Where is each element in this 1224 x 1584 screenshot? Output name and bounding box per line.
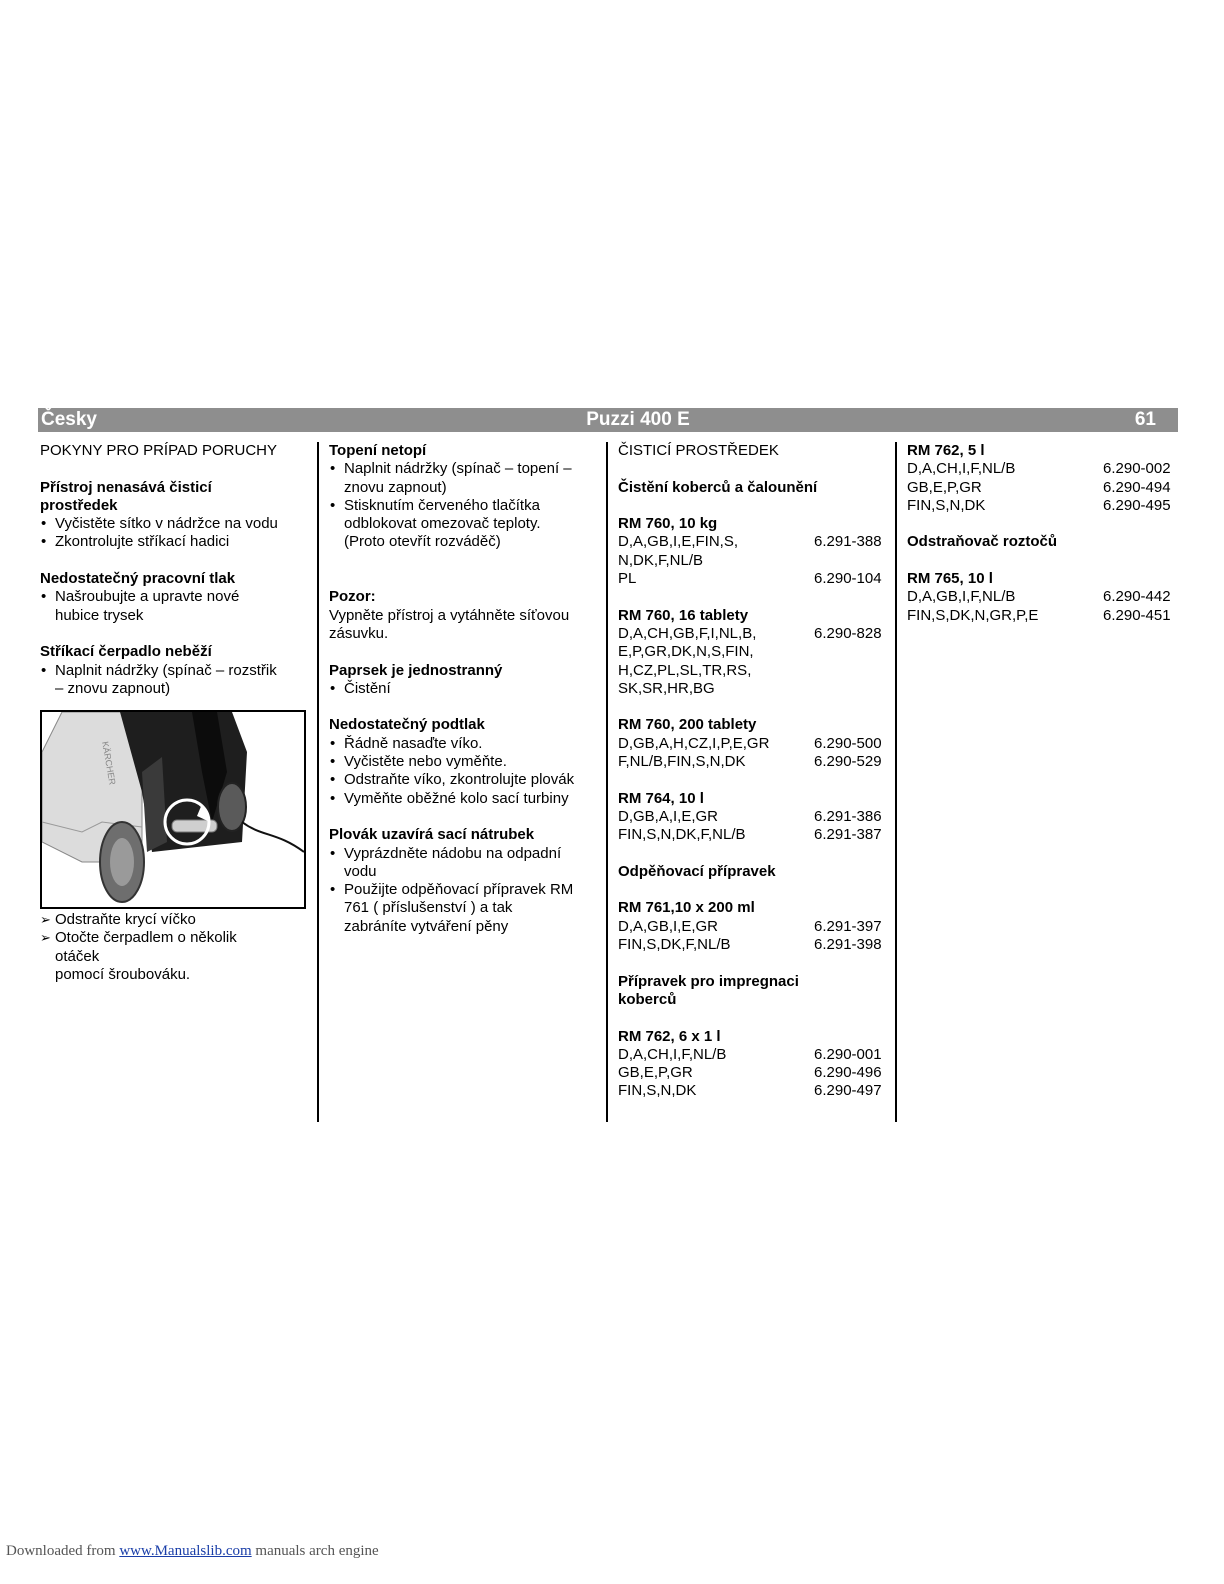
subsection-title: Přípravek pro impregnaci koberců xyxy=(618,972,799,1008)
fault-title: Topení netopí xyxy=(329,442,427,459)
list-item: • Vyprázdněte nádobu na odpadní vodu xyxy=(329,845,601,882)
step-item: ➢ Otočte čerpadlem o několik otáček pomocí šroubováku. xyxy=(40,929,312,984)
warning-title: Pozor: xyxy=(329,588,376,606)
list-item: • Našroubujte a upravte nové hubice trysek xyxy=(40,588,312,625)
product-row: D,A,GB,I,E,GR 6.291-397 xyxy=(618,917,882,935)
fault-title: Stříkací čerpadlo neběží xyxy=(40,643,212,661)
product-row: FIN,S,DK,N,GR,P,E 6.290-451 xyxy=(907,606,1171,624)
language-label: Česky xyxy=(41,409,97,430)
product-title: RM 760, 200 tablety xyxy=(618,716,757,734)
product-row: F,NL/B,FIN,S,N,DK 6.290-529 xyxy=(618,753,882,771)
column-cleaning-agents xyxy=(618,442,890,1101)
product-row: N,DK,F,NL/B xyxy=(618,551,704,569)
product-title: RM 765, 10 l xyxy=(907,570,993,588)
product-row: E,P,GR,DK,N,S,FIN, xyxy=(618,643,754,661)
list-item: • Vyčistěte sítko v nádržce na vodu xyxy=(40,515,312,533)
warning-text: Vypněte přístroj a vytáhněte síťovou zásuvku. xyxy=(329,606,570,642)
list-item: • Odstraňte víko, zkontrolujte plovák xyxy=(329,771,601,789)
page-number: 61 xyxy=(1134,409,1156,430)
header-bar xyxy=(38,408,1178,432)
pump-illustration xyxy=(42,712,304,907)
column-troubleshooting xyxy=(40,442,312,984)
fault-title: Plovák uzavírá sací nátrubek xyxy=(329,826,535,844)
pump-photo xyxy=(40,710,306,909)
footer-prefix: Downloaded from xyxy=(6,1543,116,1559)
fault-title: Nedostatečný pracovní tlak xyxy=(40,570,236,588)
product-title: RM 762, 6 x 1 l xyxy=(618,1027,721,1045)
column-troubleshooting-2 xyxy=(329,442,601,936)
fault-title: Nedostatečný podtlak xyxy=(329,716,485,734)
fault-title: Paprsek je jednostranný xyxy=(329,661,503,679)
product-title: RM 761,10 x 200 ml xyxy=(618,899,755,917)
product-row: D,A,CH,I,F,NL/B 6.290-002 xyxy=(907,460,1171,478)
product-row: FIN,S,N,DK 6.290-497 xyxy=(618,1082,882,1100)
brand-logo: KÄRCHER xyxy=(100,740,118,786)
list-item: • Vyměňte oběžné kolo sací turbiny xyxy=(329,790,601,808)
fault-title: Přístroj nenasává čisticí xyxy=(40,478,212,496)
product-row: FIN,S,N,DK 6.290-495 xyxy=(907,496,1171,514)
step-item: ➢ Odstraňte krycí víčko xyxy=(40,911,312,929)
product-row: GB,E,P,GR 6.290-494 xyxy=(907,478,1171,496)
product-title: RM 764, 10 l xyxy=(618,789,704,807)
product-title: RM 762, 5 l xyxy=(907,442,985,459)
fault-title: prostředek xyxy=(40,496,118,514)
footer xyxy=(6,1543,379,1560)
product-row: D,A,GB,I,F,NL/B 6.290-442 xyxy=(907,588,1171,606)
subsection-title: Odpěňovací přípravek xyxy=(618,862,776,880)
list-item: • Čistění xyxy=(329,680,601,698)
section-heading: ČISTICÍ PROSTŘEDEK xyxy=(618,442,779,459)
product-title: RM 760, 16 tablety xyxy=(618,606,749,624)
list-item: • Stisknutím červeného tlačítka odblokovat omezovač teploty. (Proto otevřít rozváděč) xyxy=(329,497,601,552)
list-item: • Naplnit nádržky (spínač – rozstřik – znovu zapnout) xyxy=(40,662,312,699)
product-row: GB,E,P,GR 6.290-496 xyxy=(618,1064,882,1082)
product-title: RM 760, 10 kg xyxy=(618,515,718,533)
column-divider xyxy=(606,442,608,1122)
product-row: PL 6.290-104 xyxy=(618,570,882,588)
page-title: Puzzi 400 E xyxy=(586,409,690,430)
product-row: D,A,CH,I,F,NL/B 6.290-001 xyxy=(618,1045,882,1063)
product-row: H,CZ,PL,SL,TR,RS, xyxy=(618,661,752,679)
product-row: D,GB,A,H,CZ,I,P,E,GR 6.290-500 xyxy=(618,734,882,752)
product-row: FIN,S,DK,F,NL/B 6.291-398 xyxy=(618,936,882,954)
column-divider xyxy=(895,442,897,1122)
subsection-title: Odstraňovač roztočů xyxy=(907,533,1058,551)
product-row: SK,SR,HR,BG xyxy=(618,679,715,697)
list-item: • Použijte odpěňovací přípravek RM 761 ( příslušenství ) a tak zabráníte vytváření pěny xyxy=(329,881,601,936)
column-divider xyxy=(317,442,319,1122)
section-heading: POKYNY PRO PRÍPAD PORUCHY xyxy=(40,442,277,459)
product-row: D,A,GB,I,E,FIN,S, 6.291-388 xyxy=(618,533,882,551)
list-item: • Řádně nasaďte víko. xyxy=(329,735,601,753)
list-item: • Vyčistěte nebo vyměňte. xyxy=(329,753,601,771)
list-item: • Zkontrolujte stříkací hadici xyxy=(40,533,312,551)
list-item: • Naplnit nádržky (spínač – topení – znovu zapnout) xyxy=(329,460,601,497)
column-cleaning-agents-2 xyxy=(907,442,1179,625)
subsection-title: Čistění koberců a čalounění xyxy=(618,478,818,496)
footer-suffix: manuals arch engine xyxy=(255,1543,379,1559)
footer-link[interactable]: www.Manualslib.com xyxy=(119,1543,252,1559)
product-row: D,GB,A,I,E,GR 6.291-386 xyxy=(618,807,882,825)
product-row: D,A,CH,GB,F,I,NL,B, 6.290-828 xyxy=(618,624,882,642)
product-row: FIN,S,N,DK,F,NL/B 6.291-387 xyxy=(618,826,882,844)
